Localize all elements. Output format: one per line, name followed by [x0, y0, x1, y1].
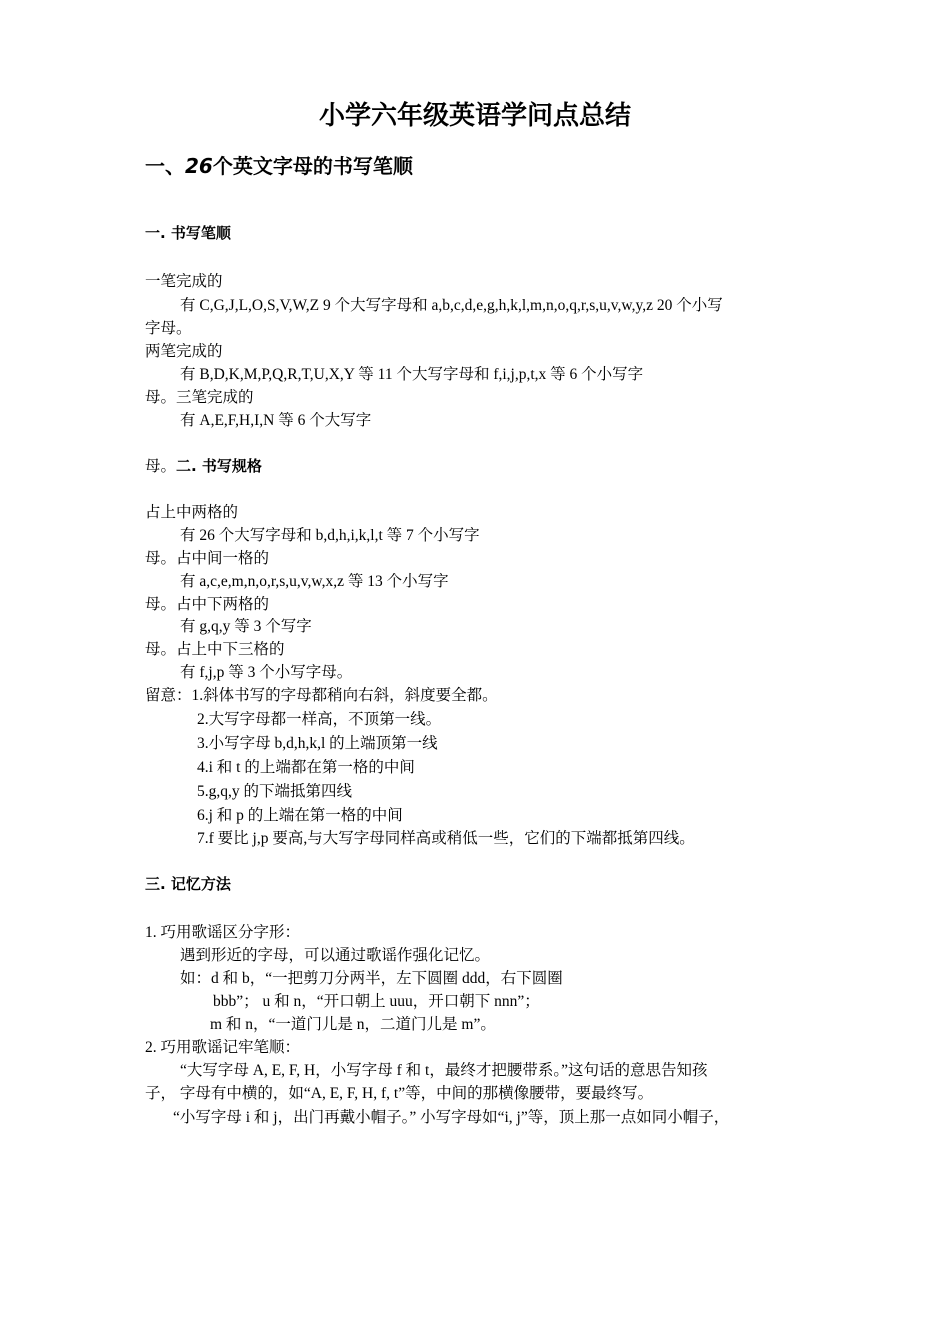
note-item: 7.f 要比 j,p 要高,与大写字母同样高或稍低一些，它们的下端都抵第四线。: [197, 830, 695, 847]
stroke-one-wrap: 字母。: [145, 320, 192, 337]
stroke-three-body: 有 A,E,F,H,I,N 等 6 个大写字: [180, 412, 372, 429]
section-heading-text: 个英文字母的书写笔顺: [212, 154, 413, 178]
stroke-one-body: 有 C,G,J,L,O,S,V,W,Z 9 个大写字母和 a,b,c,d,e,g,h,k,l,m,n,o,q,r,s,u,v,w,y,z 20 个小写: [180, 297, 723, 314]
norm-middle-heading: 母。占中间一格的: [145, 550, 270, 567]
norm-all-body: 有 f,j,p 等 3 个小写字母。: [180, 664, 353, 681]
note-item: 留意：1.斜体书写的字母都稍向右斜，斜度要全都。: [145, 687, 498, 704]
note-item: 6.j 和 p 的上端在第一格的中间: [197, 807, 403, 824]
memory-line: 2. 巧用歌谣记牢笔顺：: [145, 1039, 301, 1056]
norm-all-heading: 母。占上中下三格的: [145, 641, 285, 658]
memory-line: “大写字母 A, E, F, H，小写字母 f 和 t，最终才把腰带系。”这句话的意思告知孩: [180, 1062, 708, 1079]
note-item: 4.i 和 t 的上端都在第一格的中间: [197, 759, 415, 776]
stroke-one-heading: 一笔完成的: [145, 273, 223, 290]
subheading-writing-norms: 二. 书写规格: [176, 457, 262, 475]
norm-upper-middle-heading: 占上中两格的: [145, 504, 239, 521]
memory-line: bbb”； u 和 n，“开口朝上 uuu，开口朝下 nnn”；: [213, 993, 540, 1010]
section-heading-number: 26: [185, 154, 213, 178]
document-title: 小学六年级英语学问点总结: [318, 101, 631, 131]
stroke-three-wrap-and-subheading: [145, 456, 262, 477]
memory-line: 1. 巧用歌谣区分字形：: [145, 924, 301, 941]
memory-line: “小写字母 i 和 j，出门再戴小帽子。” 小写字母如“i, j”等，顶上那一点如同小帽子，: [173, 1109, 730, 1126]
memory-line: 如：d 和 b，“一把剪刀分两半，左下圆圈 ddd，右下圆圈: [180, 970, 563, 987]
note-item: 3.小写字母 b,d,h,k,l 的上端顶第一线: [197, 735, 438, 752]
note-item: 5.g,q,y 的下端抵第四线: [197, 783, 353, 800]
stroke-three-heading: 母。三笔完成的: [145, 389, 254, 406]
section-heading-prefix: 一、: [145, 154, 185, 178]
stroke-two-body: 有 B,D,K,M,P,Q,R,T,U,X,Y 等 11 个大写字母和 f,i,j,p,t,x 等 6 个小写字: [180, 366, 644, 383]
norm-upper-middle-body: 有 26 个大写字母和 b,d,h,i,k,l,t 等 7 个小写字: [180, 527, 480, 544]
note-item: 2.大写字母都一样高，不顶第一线。: [197, 711, 442, 728]
stroke-two-heading: 两笔完成的: [145, 343, 223, 360]
subheading-memory-methods: 三. 记忆方法: [145, 875, 231, 893]
norm-middle-body: 有 a,c,e,m,n,o,r,s,u,v,w,x,z 等 13 个小写字: [180, 573, 449, 590]
memory-line: m 和 n，“一道门儿是 n，二道门儿是 m”。: [210, 1016, 496, 1033]
norm-lower-body: 有 g,q,y 等 3 个写字: [180, 618, 312, 635]
stroke-three-wrap: 母。: [145, 458, 177, 475]
memory-line: 子， 字母有中横的，如“A, E, F, H, f, t”等，中间的那横像腰带，要最终写。: [145, 1085, 654, 1102]
section-heading-1: [145, 153, 413, 179]
memory-line: 遇到形近的字母，可以通过歌谣作强化记忆。: [180, 947, 491, 964]
norm-lower-heading: 母。占中下两格的: [145, 596, 270, 613]
subheading-stroke-order: 一. 书写笔顺: [145, 224, 231, 242]
